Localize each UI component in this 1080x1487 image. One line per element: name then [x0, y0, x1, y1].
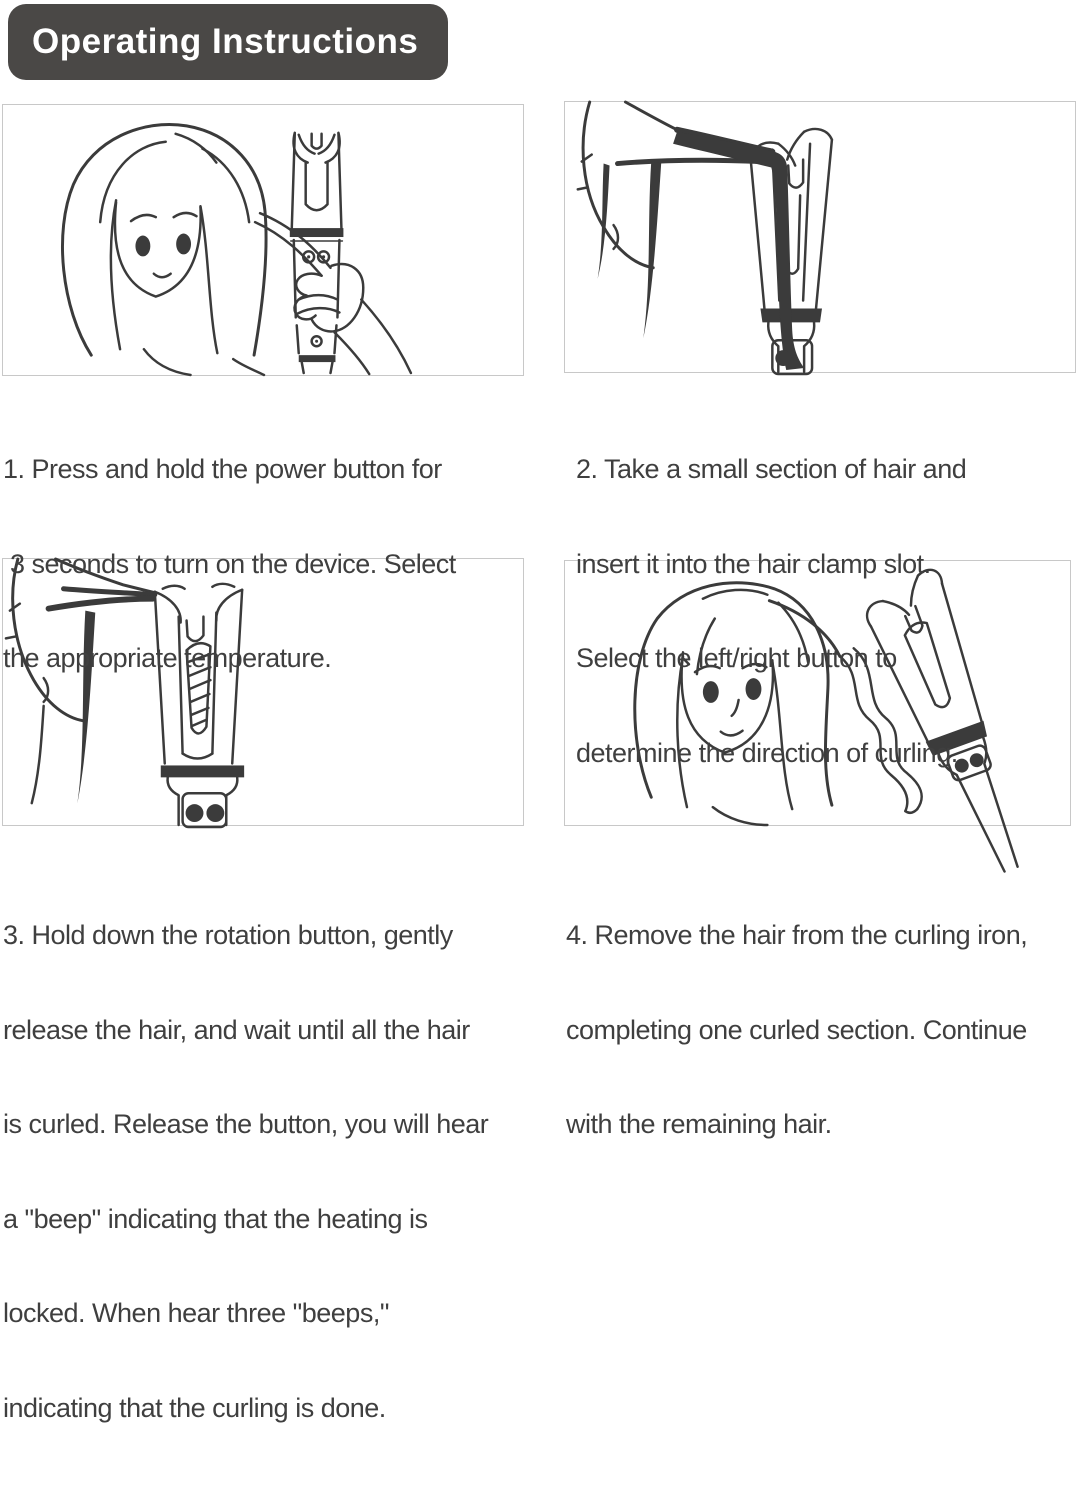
title-badge — [8, 4, 448, 80]
step2-text — [576, 391, 1078, 832]
step3-line-6: indicating that the curling is done. — [3, 1392, 386, 1423]
illustration-step2-hair-in-clamp-slot-icon — [565, 102, 1075, 372]
step2-line-4: determine the direction of curling. — [576, 737, 958, 768]
step2-line-1: 2. Take a small section of hair and — [576, 454, 967, 484]
step4-line-3: with the remaining hair. — [566, 1109, 832, 1139]
step3-line-4: a "beep" indicating that the heating is — [3, 1203, 428, 1234]
step2-line-2: insert it into the hair clamp slot. — [576, 548, 931, 579]
step3-line-1: 3. Hold down the rotation button, gently — [3, 920, 453, 950]
step3-line-2: release the hair, and wait until all the hair — [3, 1014, 470, 1045]
step2-illustration-panel — [564, 101, 1076, 373]
step1-line-2: 3 seconds to turn on the device. Select — [3, 548, 456, 579]
page-title: Operating Instructions — [32, 22, 419, 61]
step1-line-3: the appropriate temperature. — [3, 643, 332, 673]
step1-illustration-panel — [2, 104, 524, 376]
step1-text — [3, 391, 543, 738]
illustration-step1-woman-using-curler-icon — [3, 105, 523, 375]
step4-line-2: completing one curled section. Continue — [566, 1014, 1027, 1045]
step2-line-3: Select the left/right button to — [576, 643, 897, 673]
step4-line-1: 4. Remove the hair from the curling iron, — [566, 920, 1028, 950]
step3-line-3: is curled. Release the button, you will hear — [3, 1109, 489, 1139]
step3-line-5: locked. When hear three "beeps," — [3, 1298, 389, 1328]
step3-text — [3, 857, 548, 1487]
step1-line-1: 1. Press and hold the power button for — [3, 454, 442, 484]
step4-text — [566, 857, 1078, 1204]
